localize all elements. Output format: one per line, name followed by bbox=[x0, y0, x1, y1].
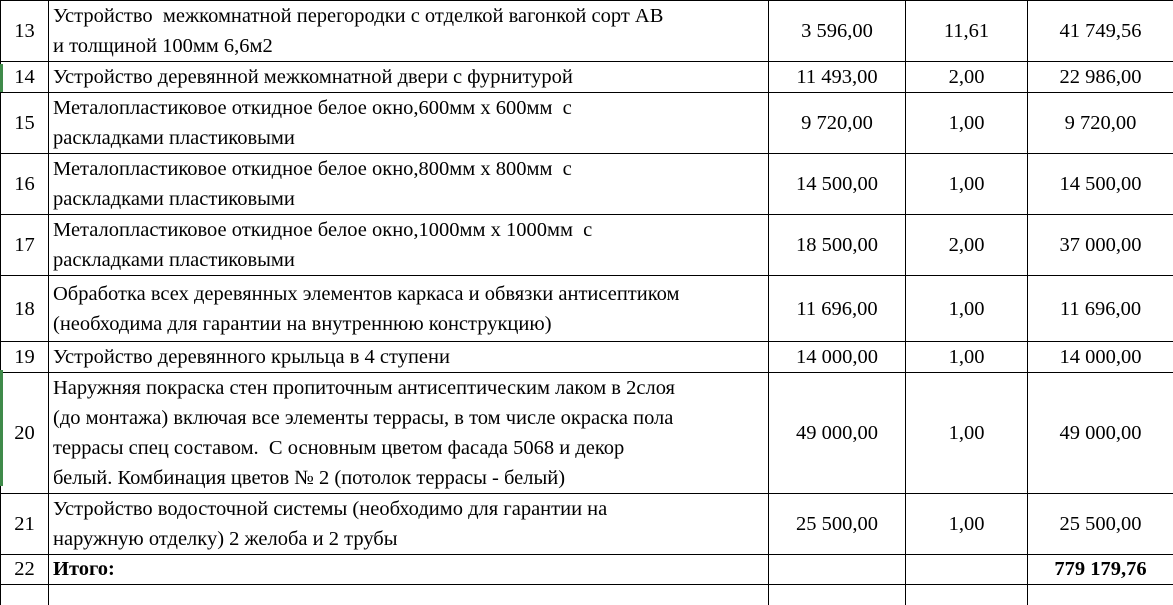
table-row-13 bbox=[1, 1, 1173, 62]
row-number: 19 bbox=[1, 342, 49, 373]
item-description: Устройство межкомнатной перегородки с отделкой вагонкой сорт АВ и толщиной 100мм 6,6м2 bbox=[49, 1, 769, 62]
item-description: Обработка всех деревянных элементов каркаса и обвязки антисептиком (необходима для гарантии на внутреннюю конструкцию) bbox=[49, 276, 769, 342]
quantity: 2,00 bbox=[906, 62, 1028, 93]
item-description: Устройство деревянного крыльца в 4 ступени bbox=[49, 342, 769, 373]
item-description: Металопластиковое откидное белое окно,800мм х 800мм с раскладками пластиковыми bbox=[49, 154, 769, 215]
quantity: 1,00 bbox=[906, 342, 1028, 373]
line-total: 9 720,00 bbox=[1028, 93, 1173, 154]
unit-price: 9 720,00 bbox=[769, 93, 906, 154]
quantity: 1,00 bbox=[906, 276, 1028, 342]
unit-price: 14 500,00 bbox=[769, 154, 906, 215]
row-number: 16 bbox=[1, 154, 49, 215]
quantity: 11,61 bbox=[906, 1, 1028, 62]
table-row-17 bbox=[1, 215, 1173, 276]
unit-price: 11 493,00 bbox=[769, 62, 906, 93]
unit-price: 18 500,00 bbox=[769, 215, 906, 276]
empty-cell bbox=[1, 585, 49, 605]
item-description: Металопластиковое откидное белое окно,600мм х 600мм с раскладками пластиковыми bbox=[49, 93, 769, 154]
empty-cell bbox=[49, 585, 769, 605]
line-total: 22 986,00 bbox=[1028, 62, 1173, 93]
item-description: Устройство деревянной межкомнатной двери с фурнитурой bbox=[49, 62, 769, 93]
row-number: 14 bbox=[1, 62, 49, 93]
empty-cell bbox=[769, 555, 906, 585]
table-row-18 bbox=[1, 276, 1173, 342]
table-row-14 bbox=[1, 62, 1173, 93]
unit-price: 11 696,00 bbox=[769, 276, 906, 342]
unit-price: 3 596,00 bbox=[769, 1, 906, 62]
line-total: 25 500,00 bbox=[1028, 494, 1173, 555]
quantity: 1,00 bbox=[906, 154, 1028, 215]
table-row-15 bbox=[1, 93, 1173, 154]
unit-price: 49 000,00 bbox=[769, 373, 906, 494]
empty-cell bbox=[906, 555, 1028, 585]
quantity: 1,00 bbox=[906, 93, 1028, 154]
line-total: 41 749,56 bbox=[1028, 1, 1173, 62]
unit-price: 14 000,00 bbox=[769, 342, 906, 373]
row-number: 17 bbox=[1, 215, 49, 276]
row-number: 22 bbox=[1, 555, 49, 585]
table-row-20 bbox=[1, 373, 1173, 494]
row-number: 13 bbox=[1, 1, 49, 62]
item-description: Устройство водосточной системы (необходимо для гарантии на наружную отделку) 2 желоба и 2 трубы bbox=[49, 494, 769, 555]
line-total: 37 000,00 bbox=[1028, 215, 1173, 276]
item-description: Наружняя покраска стен пропиточным антисептическим лаком в 2слоя (до монтажа) включая все элементы террасы, в том числе окраска пола террасы спец составом. С основным цветом фасада 5068 и декор белый. Комбинация цветов № 2 (потолок террасы - белый) bbox=[49, 373, 769, 494]
item-description: Металопластиковое откидное белое окно,1000мм х 1000мм с раскладками пластиковыми bbox=[49, 215, 769, 276]
row-number: 18 bbox=[1, 276, 49, 342]
quantity: 1,00 bbox=[906, 494, 1028, 555]
table-row-19 bbox=[1, 342, 1173, 373]
empty-cell bbox=[1028, 585, 1173, 605]
empty-cell bbox=[769, 585, 906, 605]
table-row-16 bbox=[1, 154, 1173, 215]
row-number: 21 bbox=[1, 494, 49, 555]
line-total: 14 000,00 bbox=[1028, 342, 1173, 373]
quantity: 2,00 bbox=[906, 215, 1028, 276]
empty-cell bbox=[906, 585, 1028, 605]
grand-total: 779 179,76 bbox=[1028, 555, 1173, 585]
table-row-partial bbox=[1, 585, 1173, 605]
line-total: 11 696,00 bbox=[1028, 276, 1173, 342]
line-total: 49 000,00 bbox=[1028, 373, 1173, 494]
table-row-21 bbox=[1, 494, 1173, 555]
total-row bbox=[1, 555, 1173, 585]
row-number: 15 bbox=[1, 93, 49, 154]
quantity: 1,00 bbox=[906, 373, 1028, 494]
unit-price: 25 500,00 bbox=[769, 494, 906, 555]
line-total: 14 500,00 bbox=[1028, 154, 1173, 215]
row-number: 20 bbox=[1, 373, 49, 494]
total-label: Итого: bbox=[49, 555, 769, 585]
